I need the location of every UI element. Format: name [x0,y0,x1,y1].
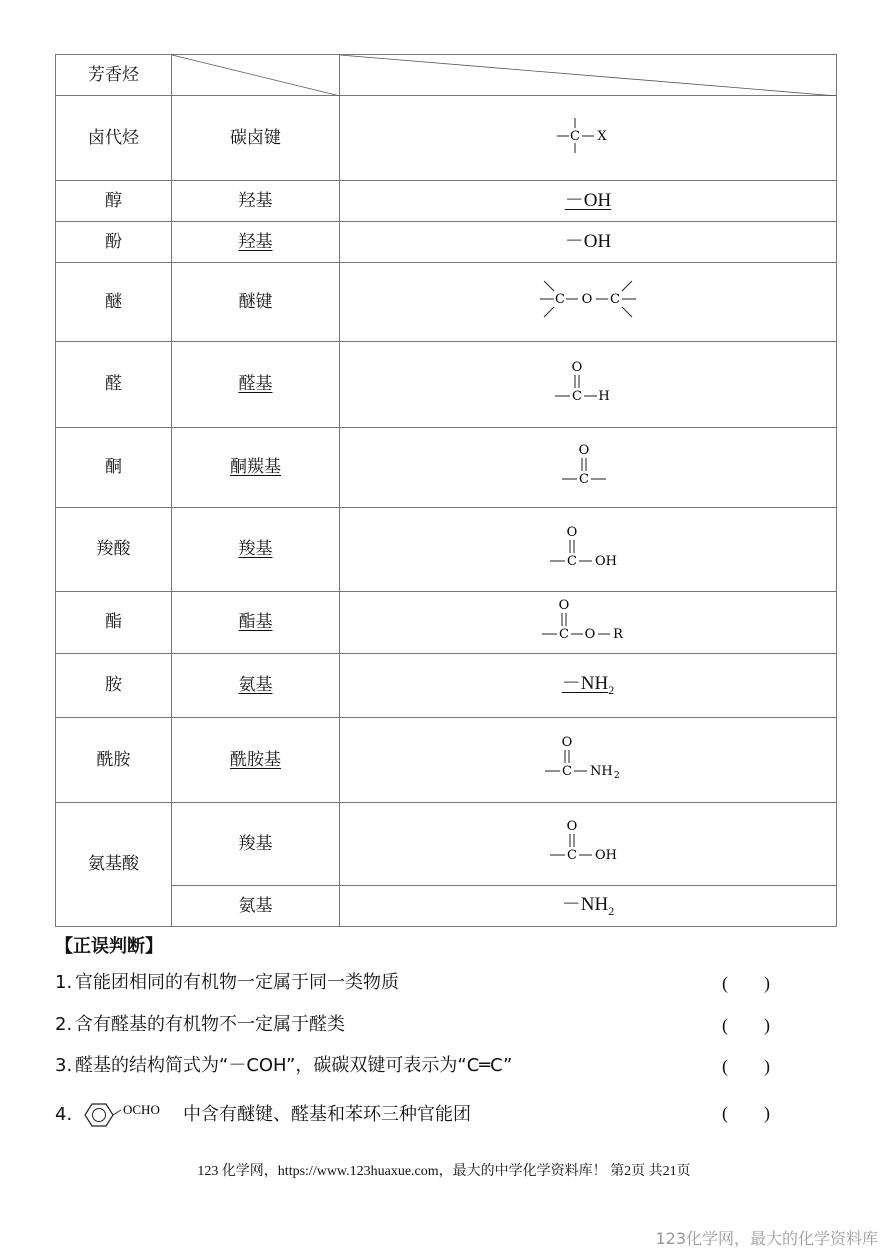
judgment-question [55,1012,770,1038]
group-cell [172,654,340,718]
svg-text:OH: OH [595,553,617,569]
svg-text:C: C [570,129,580,145]
formula-cell [340,592,837,654]
formula-cell [340,222,837,263]
svg-text:C: C [559,626,569,642]
diagonal-line [172,55,340,96]
answer-blank: ( ) [722,1103,770,1123]
svg-text:C: C [555,292,565,308]
table-row [56,428,837,508]
amide-structure [543,734,633,780]
group-cell: 碳卤键 [172,96,340,181]
table-row [56,263,837,342]
category-cell: 氨基酸 [56,803,172,927]
category-cell: 醚 [56,263,172,342]
group-cell: 羟基 [172,181,340,222]
formula-cell [340,181,837,222]
table-row [56,592,837,654]
group-answer: 酮羰基 [230,457,281,478]
judgment-question [55,1100,770,1126]
ether-structure [538,277,638,321]
svg-text:OH: OH [595,848,617,864]
table-row [56,508,837,592]
group-answer: 酰胺基 [230,749,281,770]
carbon-halogen-structure [553,115,623,155]
question-number: 3. [55,1055,73,1076]
svg-text:H: H [598,388,610,404]
page-footer: 123 化学网，https://www.123huaxue.com，最大的中学化学资料库！ 第2页 共21页 [197,1164,691,1179]
group-answer: 羧基 [238,539,273,560]
svg-text:O: O [561,735,573,751]
aldehyde-structure [553,359,623,405]
svg-text:C: C [567,848,577,864]
table-row [56,342,837,428]
question-number: 1. [55,972,73,993]
formula-cell [340,886,837,927]
formula-cell [340,803,837,886]
table-row [56,222,837,263]
ketone-structure [558,442,618,488]
category-cell: 羧酸 [56,508,172,592]
table-row [56,718,837,803]
amino-formula: $-NH_2$ [561,673,615,698]
judgment-question [55,1053,770,1079]
question-text: 含有醛基的有机物不一定属于醛类 [75,1014,345,1035]
category-cell: 醛 [56,342,172,428]
svg-text:O: O [571,359,583,375]
formula-cell [340,428,837,508]
group-cell [172,508,340,592]
svg-text:O: O [578,442,590,458]
group-answer: 醛基 [238,374,273,395]
question-text: 中含有醚键、醛基和苯环三种官能团 [183,1104,471,1125]
group-cell [172,592,340,654]
group-answer: 酯基 [238,612,273,633]
group-cell [172,342,340,428]
carboxyl-structure [548,524,628,570]
svg-text:C: C [610,292,620,308]
formula-cell [340,654,837,718]
category-cell: 卤代烃 [56,96,172,181]
group-cell: 氨基 [172,886,340,927]
phenyl-formate-structure [77,1100,177,1130]
ester-structure [540,597,636,643]
judgment-question [55,970,770,996]
svg-text:O: O [566,524,578,540]
group-cell: 羧基 [172,803,340,886]
answer-blank: ( ) [722,1056,770,1076]
svg-text:C: C [572,388,582,404]
category-cell: 酮 [56,428,172,508]
svg-text:OCHO: OCHO [123,1102,160,1117]
svg-text:O: O [566,819,578,835]
svg-text:NH: NH [590,764,613,780]
question-text: 官能团相同的有机物一定属于同一类物质 [75,972,399,993]
formula-cell [340,96,837,181]
hydroxyl-formula: －OH [564,230,612,252]
watermark: 123化学网，最大的化学资料库 [655,1229,878,1248]
diagonal-line [340,55,837,96]
category-cell: 酯 [56,592,172,654]
category-cell: 芳香烃 [56,55,172,96]
category-cell: 醇 [56,181,172,222]
carboxyl-structure [548,818,628,864]
table-row [56,96,837,181]
group-cell [172,718,340,803]
category-cell: 胺 [56,654,172,718]
group-answer: 氨基 [238,675,273,696]
group-answer: 羟基 [238,231,273,252]
svg-text:2: 2 [614,771,620,781]
diagonal-cell [340,55,837,96]
table-row [56,803,837,886]
group-cell [172,222,340,263]
formula-cell [340,263,837,342]
svg-text:C: C [567,553,577,569]
table-row [56,886,837,927]
svg-text:X: X [597,129,607,145]
answer-blank: ( ) [722,973,770,993]
svg-text:C: C [562,764,572,780]
formula-cell [340,508,837,592]
question-number: 2. [55,1014,73,1035]
diagonal-cell [172,55,340,96]
svg-text:O: O [581,292,593,308]
question-number: 4. [55,1104,73,1125]
svg-text:C: C [579,471,589,487]
group-cell [172,428,340,508]
svg-text:O: O [584,626,596,642]
category-cell: 酰胺 [56,718,172,803]
table-row [56,181,837,222]
hydroxyl-formula: －OH [564,189,612,211]
formula-cell [340,718,837,803]
table-row [56,55,837,96]
category-cell: 酚 [56,222,172,263]
table-row [56,654,837,718]
functional-group-table [55,54,837,927]
svg-text:O: O [558,597,570,613]
group-cell: 醚键 [172,263,340,342]
formula-cell [340,342,837,428]
svg-text:R: R [613,626,623,642]
amino-formula: $-NH_2$ [561,893,615,918]
answer-blank: ( ) [722,1015,770,1035]
section-title: 【正误判断】 [55,936,163,957]
question-text: 醛基的结构简式为“－COH”，碳碳双键可表示为“C═C” [75,1055,513,1076]
